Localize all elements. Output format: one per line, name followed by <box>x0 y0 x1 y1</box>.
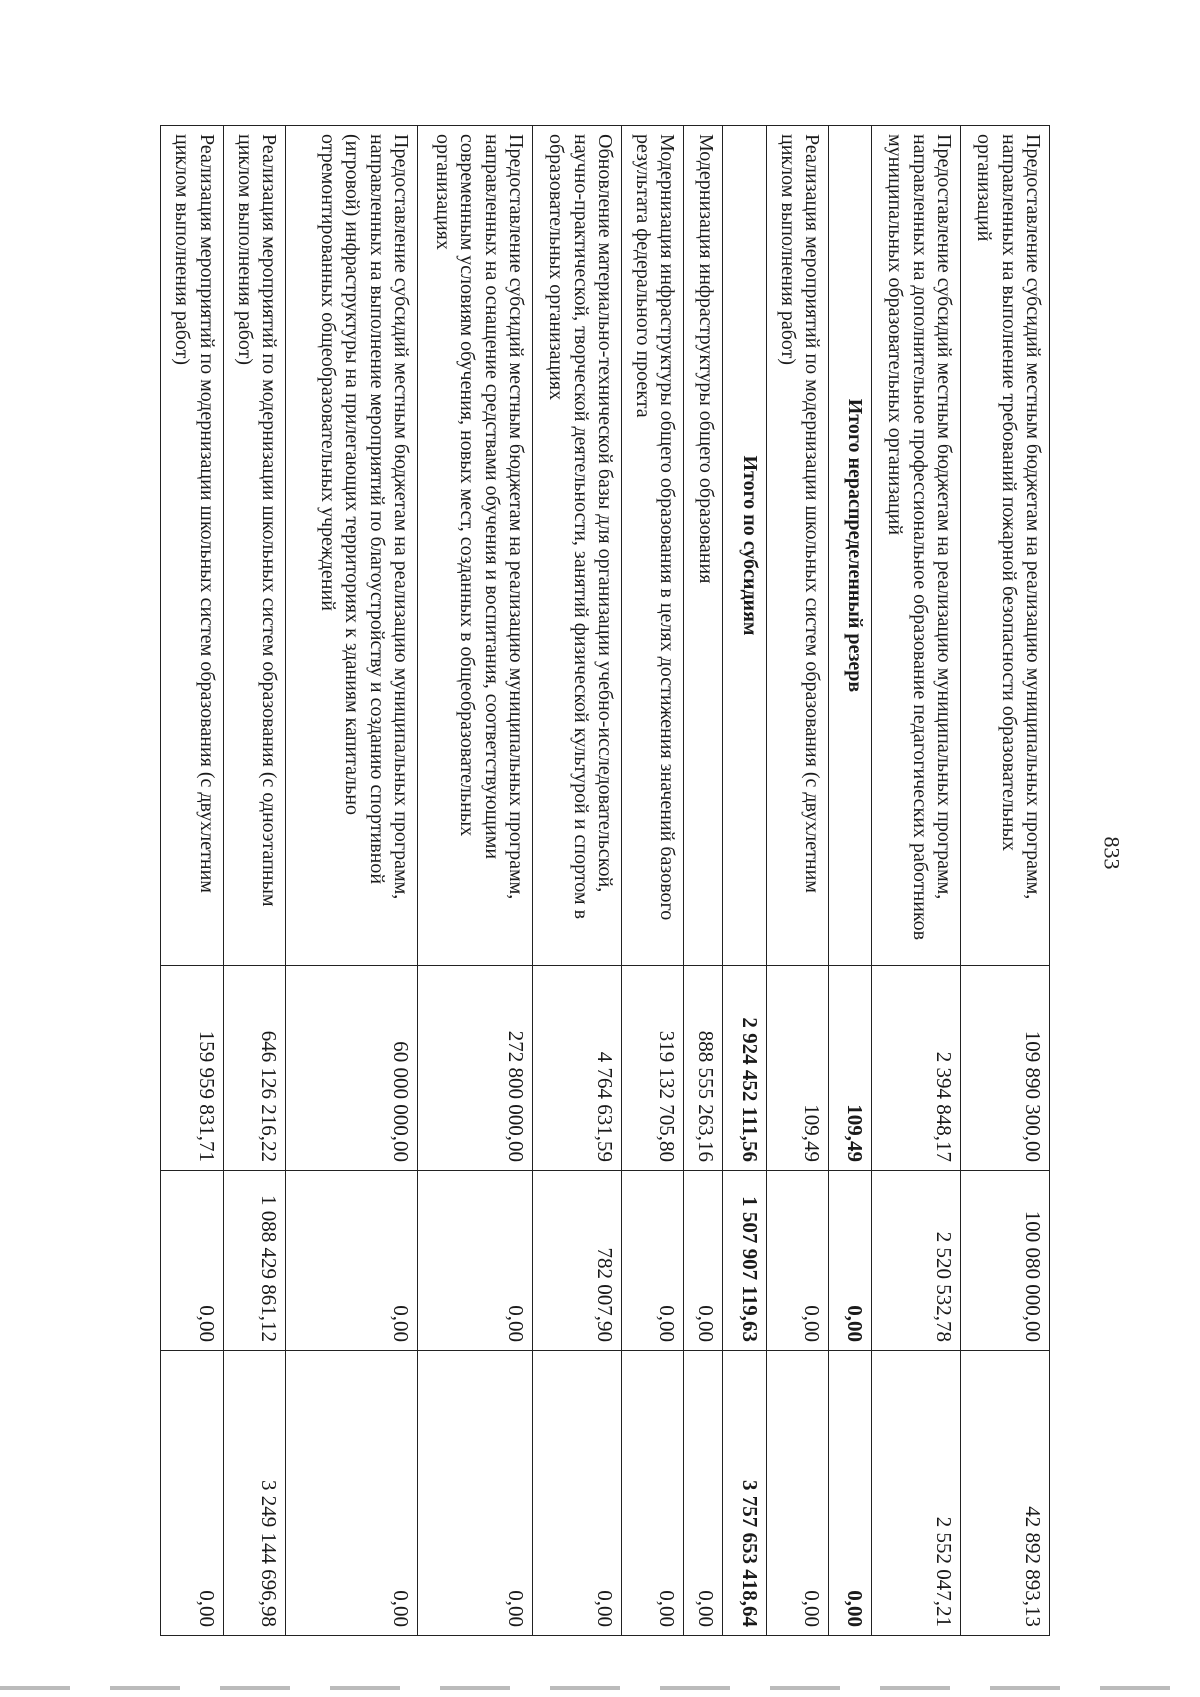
scan-edge-artifact <box>0 1686 1200 1690</box>
table-row <box>621 126 683 1636</box>
row-description: Предоставление субсидий местным бюджетам на реализацию муниципальных программ, направленных на оснащение средствами обучения и воспитания, соответствующими современным условиям обучения, новых мест, созданных в общеобразовательных организациях <box>417 126 532 966</box>
row-description: Итого по субсидиям <box>723 126 766 966</box>
amount-year-1: 2 924 452 111,56 <box>723 966 766 1171</box>
amount-year-3: 0,00 <box>286 1351 418 1636</box>
amount-year-3: 0,00 <box>621 1351 683 1636</box>
amount-year-1: 60 000 000,00 <box>286 966 418 1171</box>
amount-year-2: 0,00 <box>766 1171 828 1351</box>
amount-year-3: 3 249 144 696,98 <box>223 1351 285 1636</box>
amount-year-3: 0,00 <box>766 1351 828 1636</box>
table-row <box>684 126 723 1636</box>
table-row <box>417 126 532 1636</box>
amount-year-2: 1 507 907 119,63 <box>723 1171 766 1351</box>
row-description: Предоставление субсидий местным бюджетам на реализацию муниципальных программ, направленных на выполнение мероприятий по благоустройству и созданию спортивной (игровой) инфраструктуры на прилегающих территориях к зданиям капитально отремонтированных общеобразовательных учреждений <box>286 126 418 966</box>
row-description: Итого нераспределенный резерв <box>829 126 872 966</box>
amount-year-2: 782 007,90 <box>533 1171 622 1351</box>
rotated-table-container <box>160 125 1050 1635</box>
row-description: Реализация мероприятий по модернизации школьных систем образования (с двухлетним циклом выполнения работ) <box>161 126 224 966</box>
amount-year-1: 272 800 000,00 <box>417 966 532 1171</box>
amount-year-1: 888 555 263,16 <box>684 966 723 1171</box>
row-description: Обновление материально-технической базы для организации учебно-исследовательской, научно-практической, творческой деятельности, занятий физической культурой и спортом в образовательных организациях <box>533 126 622 966</box>
table-row <box>723 126 766 1636</box>
amount-year-1: 319 132 705,80 <box>621 966 683 1171</box>
row-description: Модернизация инфраструктуры общего образования в целях достижения значений базового результата федерального проекта <box>621 126 683 966</box>
table-row <box>872 126 961 1636</box>
amount-year-3: 2 552 047,21 <box>872 1351 961 1636</box>
table-row <box>533 126 622 1636</box>
amount-year-2: 100 080 000,00 <box>961 1171 1050 1351</box>
table-row <box>766 126 828 1636</box>
amount-year-1: 109 890 300,00 <box>961 966 1050 1171</box>
amount-year-3: 0,00 <box>829 1351 872 1636</box>
amount-year-3: 3 757 653 418,64 <box>723 1351 766 1636</box>
row-description: Реализация мероприятий по модернизации школьных систем образования (с одноэтапным циклом выполнения работ) <box>223 126 285 966</box>
amount-year-2: 0,00 <box>621 1171 683 1351</box>
table-row <box>161 126 224 1636</box>
amount-year-2: 0,00 <box>417 1171 532 1351</box>
row-description: Модернизация инфраструктуры общего образования <box>684 126 723 966</box>
amount-year-2: 2 520 532,78 <box>872 1171 961 1351</box>
amount-year-1: 2 394 848,17 <box>872 966 961 1171</box>
amount-year-2: 0,00 <box>161 1171 224 1351</box>
amount-year-3: 0,00 <box>161 1351 224 1636</box>
table-row <box>286 126 418 1636</box>
amount-year-2: 1 088 429 861,12 <box>223 1171 285 1351</box>
row-description: Предоставление субсидий местным бюджетам на реализацию муниципальных программ, направленных на дополнительное профессиональное образование педагогических работников муниципальных образовательных организаций <box>872 126 961 966</box>
amount-year-2: 0,00 <box>829 1171 872 1351</box>
amount-year-2: 0,00 <box>684 1171 723 1351</box>
page-number: 833 <box>1099 836 1125 870</box>
row-description: Реализация мероприятий по модернизации школьных систем образования (с двухлетним циклом выполнения работ) <box>766 126 828 966</box>
amount-year-3: 42 892 893,13 <box>961 1351 1050 1636</box>
amount-year-1: 109,49 <box>766 966 828 1171</box>
table-row <box>829 126 872 1636</box>
table-row <box>961 126 1050 1636</box>
amount-year-1: 4 764 631,59 <box>533 966 622 1171</box>
amount-year-3: 0,00 <box>684 1351 723 1636</box>
amount-year-1: 109,49 <box>829 966 872 1171</box>
amount-year-3: 0,00 <box>417 1351 532 1636</box>
row-description: Предоставление субсидий местным бюджетам на реализацию муниципальных программ, направленных на выполнение требований пожарной безопасности образовательных организаций <box>961 126 1050 966</box>
amount-year-1: 646 126 216,22 <box>223 966 285 1171</box>
amount-year-1: 159 959 831,71 <box>161 966 224 1171</box>
amount-year-3: 0,00 <box>533 1351 622 1636</box>
table-row <box>223 126 285 1636</box>
amount-year-2: 0,00 <box>286 1171 418 1351</box>
budget-table <box>160 125 1050 1636</box>
